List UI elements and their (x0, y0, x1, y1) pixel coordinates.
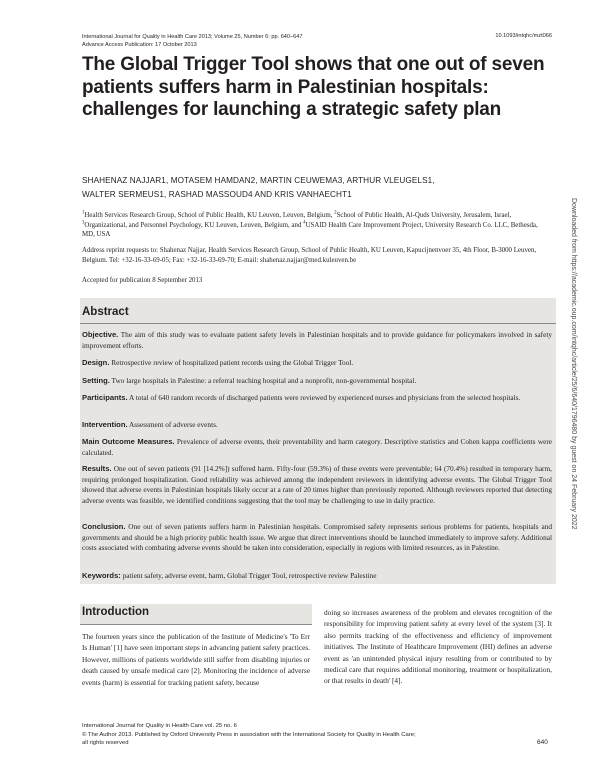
affil-sup-4: 4 (303, 220, 306, 226)
measures-text: Prevalence of adverse events, their preventability and harm category. Descriptive statistics and Cohen kappa coefficients were calculated. (82, 437, 553, 457)
author-line-1: SHAHENAZ NAJJAR1, MOTASEM HAMDAN2, MARTIN CEUWEMA3, ARTHUR VLEUGELS1, (82, 176, 435, 185)
author-line-2: WALTER SERMEUS1, RASHAD MASSOUD4 AND KRIS VANHAECHT1 (82, 189, 352, 199)
affiliation-1: Health Services Research Group, School of Public Health, KU Leuven, Leuven, Belgium, (84, 212, 335, 219)
conclusion-text: One out of seven patients suffers harm in Palestinian hospitals. Compromised safety represents serious problems for patients, hospitals and governments and should be a high priority public health issue. We argue that direct interventions should be launched immediately to improve safety. Additional costs associated with combating adverse events should be taken into consideration, especially in regions with limited resources, as in Palestine. (82, 522, 553, 552)
setting-label: Setting. (82, 376, 110, 385)
abstract-intervention (82, 420, 552, 431)
results-label: Results. (82, 464, 112, 473)
affiliations (82, 211, 550, 240)
affil-sup-3: 3 (82, 220, 85, 226)
footer-copyright: © The Author 2013. Published by Oxford University Press in association with the International Society for Quality in Health Care; (82, 731, 416, 738)
introduction-rule (80, 624, 312, 625)
intervention-label: Intervention. (82, 420, 128, 429)
abstract-conclusion (82, 522, 552, 554)
conclusion-label: Conclusion. (82, 522, 126, 531)
download-watermark[interactable]: Downloaded from https://academic.oup.com/intqhc/article/25/6/640/1796480 by guest on 24 February 2022 (570, 198, 577, 530)
affiliation-2: School of Public Health, Al-Quds University, Jerusalem, Israel, (336, 212, 512, 219)
affil-sup-2: 2 (334, 210, 337, 216)
introduction-right-column (324, 607, 552, 687)
author-list (82, 174, 542, 201)
page-footer (82, 722, 482, 748)
abstract-keywords (82, 571, 552, 582)
measures-label: Main Outcome Measures. (82, 437, 175, 446)
journal-citation: International Journal for Quality in Health Care 2013; Volume 25, Number 6: pp. 640–647 (82, 34, 303, 40)
abstract-heading: Abstract (82, 306, 129, 318)
setting-text: Two large hospitals in Palestine: a referral teaching hospital and a nonprofit, non-governmental hospital. (111, 376, 417, 385)
affiliation-4: USAID Health Care Improvement Project, University Research Co. LLC, Bethesda, MD, USA (82, 221, 538, 239)
abstract-participants (82, 393, 552, 404)
footer-rights: all rights reserved (82, 740, 129, 747)
abstract-results (82, 464, 552, 506)
advance-access-date: Advance Access Publication: 17 October 2013 (82, 42, 197, 48)
abstract-rule (80, 323, 556, 324)
abstract-objective (82, 330, 552, 351)
results-text: One out of seven patients (91 [14.2%]) suffered harm. Fifty-four (59.3%) of these events were preventable; 64 (70.4%) resulted in temporary harm, requiring prolonged hospitalization. Good reliability was achieved among the independent reviewers in identifying adverse events. The Global Trigger Tool showed that adverse events in Palestinian hospitals likely occur at a rate of 20 times higher than previously reported. Although reviewers reported that detecting adverse events was feasible, we identified conditions suggesting that the tool may be challenging to use in daily practice. (82, 464, 552, 505)
page-number: 640 (537, 739, 548, 746)
keywords-text: patient safety, adverse event, harm, Global Trigger Tool, retrospective review Palestine (122, 571, 377, 580)
abstract-design (82, 358, 552, 369)
intervention-text: Assessment of adverse events. (129, 420, 218, 429)
affiliation-3: Organizational, and Personnel Psychology, KU Leuven, Leuven, Belgium, and (84, 221, 304, 229)
introduction-left-column (82, 631, 310, 688)
introduction-heading: Introduction (82, 606, 150, 618)
affil-sup-1: 1 (82, 210, 85, 216)
running-header (82, 33, 402, 49)
accepted-date: Accepted for publication 8 September 2013 (82, 277, 203, 284)
correspondence-address: Address reprint requests to: Shahenaz Najjar, Health Services Research Group, School of Public Health, KU Leuven, Kapucijnenvoer 35, 4th Floor, B-3000 Leuven, Belgium. Tel: +32-16-33-69-05; Fax: +32-16-33-69-70; E-mail: shahenaz.najjar@med.kuleuven.be (82, 247, 537, 264)
article-title: The Global Trigger Tool shows that one out of seven patients suffers harm in Palestinian hospitals: challenges for launching a strategic safety plan (82, 54, 545, 120)
doi[interactable]: 10.1093/intqhc/mzt066 (495, 33, 552, 39)
design-label: Design. (82, 358, 110, 367)
footer-journal: International Journal for Quality in Health Care vol. 25 no. 6 (82, 723, 237, 729)
keywords-label: Keywords: (82, 571, 121, 580)
objective-label: Objective. (82, 330, 119, 339)
participants-label: Participants. (82, 393, 128, 402)
introduction-paragraph-right: doing so increases awareness of the problem and elevates recognition of the responsibility for improving patient safety at every level of the system [3]. It also permits tracking of the effectiveness and efficiency of improvement initiatives. The Institute of Healthcare Improvement (IHI) defines an adverse event as 'an unintended physical injury resulting from or contributed to by medical care that requires additional monitoring, treatment or hospitalization, or that results in death' [4]. (324, 608, 552, 686)
objective-text: The aim of this study was to evaluate patient safety levels in Palestinian hospitals and to provide guidance for policymakers involved in safety improvement efforts. (82, 330, 552, 350)
introduction-paragraph-left: The fourteen years since the publication of the Institute of Medicine's 'To Err Is Human' [1] have seen important steps in advancing patient safety practices. However, millions of patients worldwide still suffer from disabling injuries or death caused by unsafe medical care [2]. Monitoring the incidence of adverse events (harm) is essential for tracking patient safety, because (82, 632, 310, 687)
abstract-measures (82, 437, 552, 458)
abstract-setting (82, 376, 552, 387)
design-text: Retrospective review of hospitalized patient records using the Global Trigger Tool. (111, 358, 354, 367)
participants-text: A total of 640 random records of discharged patients were reviewed by experienced nurses and physicians from the selected hospitals. (129, 393, 521, 402)
